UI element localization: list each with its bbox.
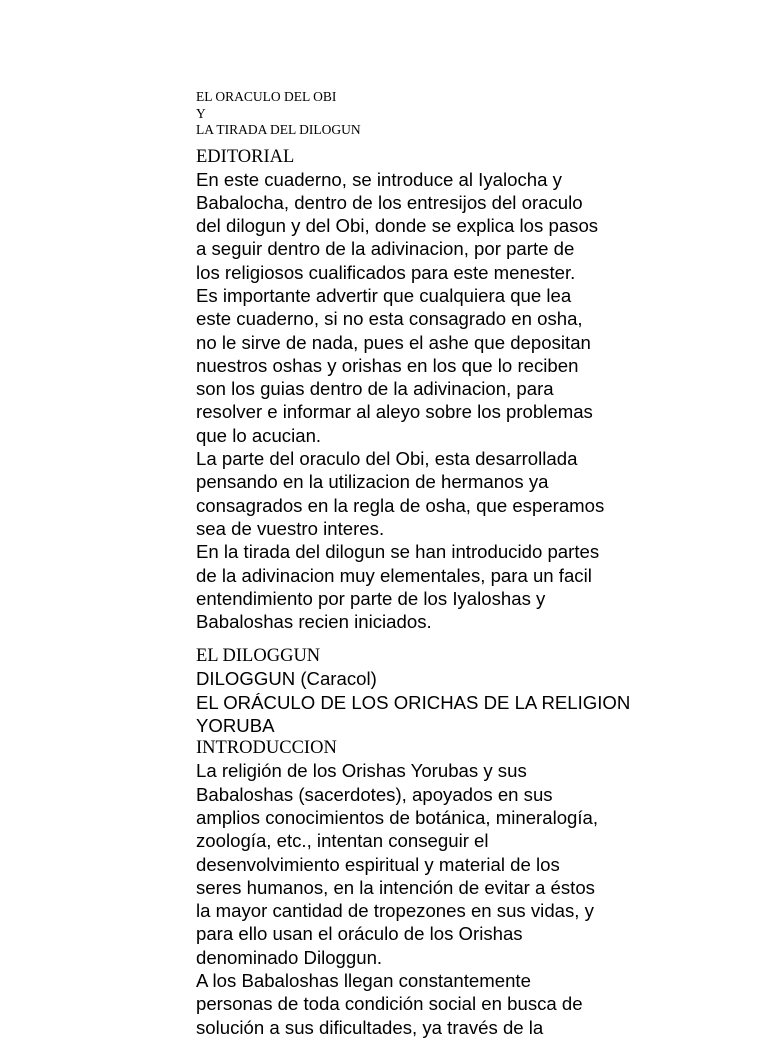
text-line: no le sirve de nada, pues el ashe que depositan bbox=[196, 331, 591, 353]
document-page bbox=[196, 89, 756, 1039]
text-line: los religiosos cualificados para este menester. bbox=[196, 261, 576, 283]
text-line: A los Babaloshas llegan constantemente bbox=[196, 970, 531, 991]
diloggun-section bbox=[196, 645, 756, 1038]
text-line: son los guias dentro de la adivinacion, para bbox=[196, 378, 554, 400]
title-line: LA TIRADA DEL DILOGUN bbox=[196, 122, 361, 137]
text-line: desenvolvimiento espiritual y material de los bbox=[196, 853, 560, 875]
text-line: este cuaderno, si no esta consagrado en osha, bbox=[196, 308, 583, 330]
text-line: sea de vuestro interes. bbox=[196, 517, 385, 539]
text-line: la mayor cantidad de tropezones en sus vidas, y bbox=[196, 900, 594, 922]
text-line: personas de toda condición social en busca de bbox=[196, 993, 583, 1015]
title-line: EL ORACULO DEL OBI bbox=[196, 89, 337, 104]
editorial-heading: EDITORIAL bbox=[196, 146, 295, 167]
text-line: amplios conocimientos de botánica, mineralogía, bbox=[196, 806, 599, 828]
text-line: En la tirada del dilogun se han introducido partes bbox=[196, 541, 600, 563]
text-line: Babalocha, dentro de los entresijos del oraculo bbox=[196, 191, 583, 213]
text-line: del dilogun y del Obi, donde se explica los pasos bbox=[196, 215, 599, 237]
text-line: zoología, etc., intentan conseguir el bbox=[196, 830, 489, 852]
text-line: pensando en la utilizacion de hermanos ya bbox=[196, 471, 549, 493]
text-line: La parte del oraculo del Obi, esta desarrollada bbox=[196, 448, 578, 470]
text-line: denominado Diloggun. bbox=[196, 946, 383, 968]
section-spacer bbox=[196, 633, 756, 645]
text-line: nuestros oshas y orishas en los que lo reciben bbox=[196, 354, 579, 376]
introduccion-heading: INTRODUCCION bbox=[196, 738, 337, 759]
introduccion-body bbox=[196, 759, 756, 1039]
text-line: Babaloshas (sacerdotes), apoyados en sus bbox=[196, 783, 553, 805]
text-line: En este cuaderno, se introduce al Iyalocha y bbox=[196, 168, 562, 190]
document-title bbox=[196, 89, 756, 139]
text-line: Es importante advertir que cualquiera que lea bbox=[196, 284, 572, 306]
diloggun-heading: EL DILOGGUN bbox=[196, 646, 321, 667]
text-line: solución a sus dificultades, ya través de la bbox=[196, 1016, 544, 1038]
diloggun-subheading: YORUBA bbox=[196, 715, 275, 737]
text-line: seres humanos, en la intención de evitar a éstos bbox=[196, 876, 595, 898]
text-line: consagrados en la regla de osha, que esperamos bbox=[196, 494, 605, 516]
text-line: a seguir dentro de la adivinacion, por parte de bbox=[196, 238, 575, 260]
text-line: para ello usan el oráculo de los Orishas bbox=[196, 923, 523, 945]
title-line: Y bbox=[196, 105, 206, 121]
text-line: Babaloshas recien iniciados. bbox=[196, 611, 432, 633]
text-line: La religión de los Orishas Yorubas y sus bbox=[196, 760, 527, 782]
editorial-body bbox=[196, 168, 756, 634]
diloggun-subheading: DILOGGUN (Caracol) bbox=[196, 668, 377, 690]
editorial-section bbox=[196, 146, 756, 634]
text-line: que lo acucian. bbox=[196, 424, 322, 446]
text-line: entendimiento por parte de los Iyaloshas y bbox=[196, 587, 546, 609]
diloggun-subheading: EL ORÁCULO DE LOS ORICHAS DE LA RELIGION bbox=[196, 691, 631, 713]
text-line: de la adivinacion muy elementales, para un facil bbox=[196, 564, 592, 586]
text-line: resolver e informar al aleyo sobre los problemas bbox=[196, 401, 593, 423]
